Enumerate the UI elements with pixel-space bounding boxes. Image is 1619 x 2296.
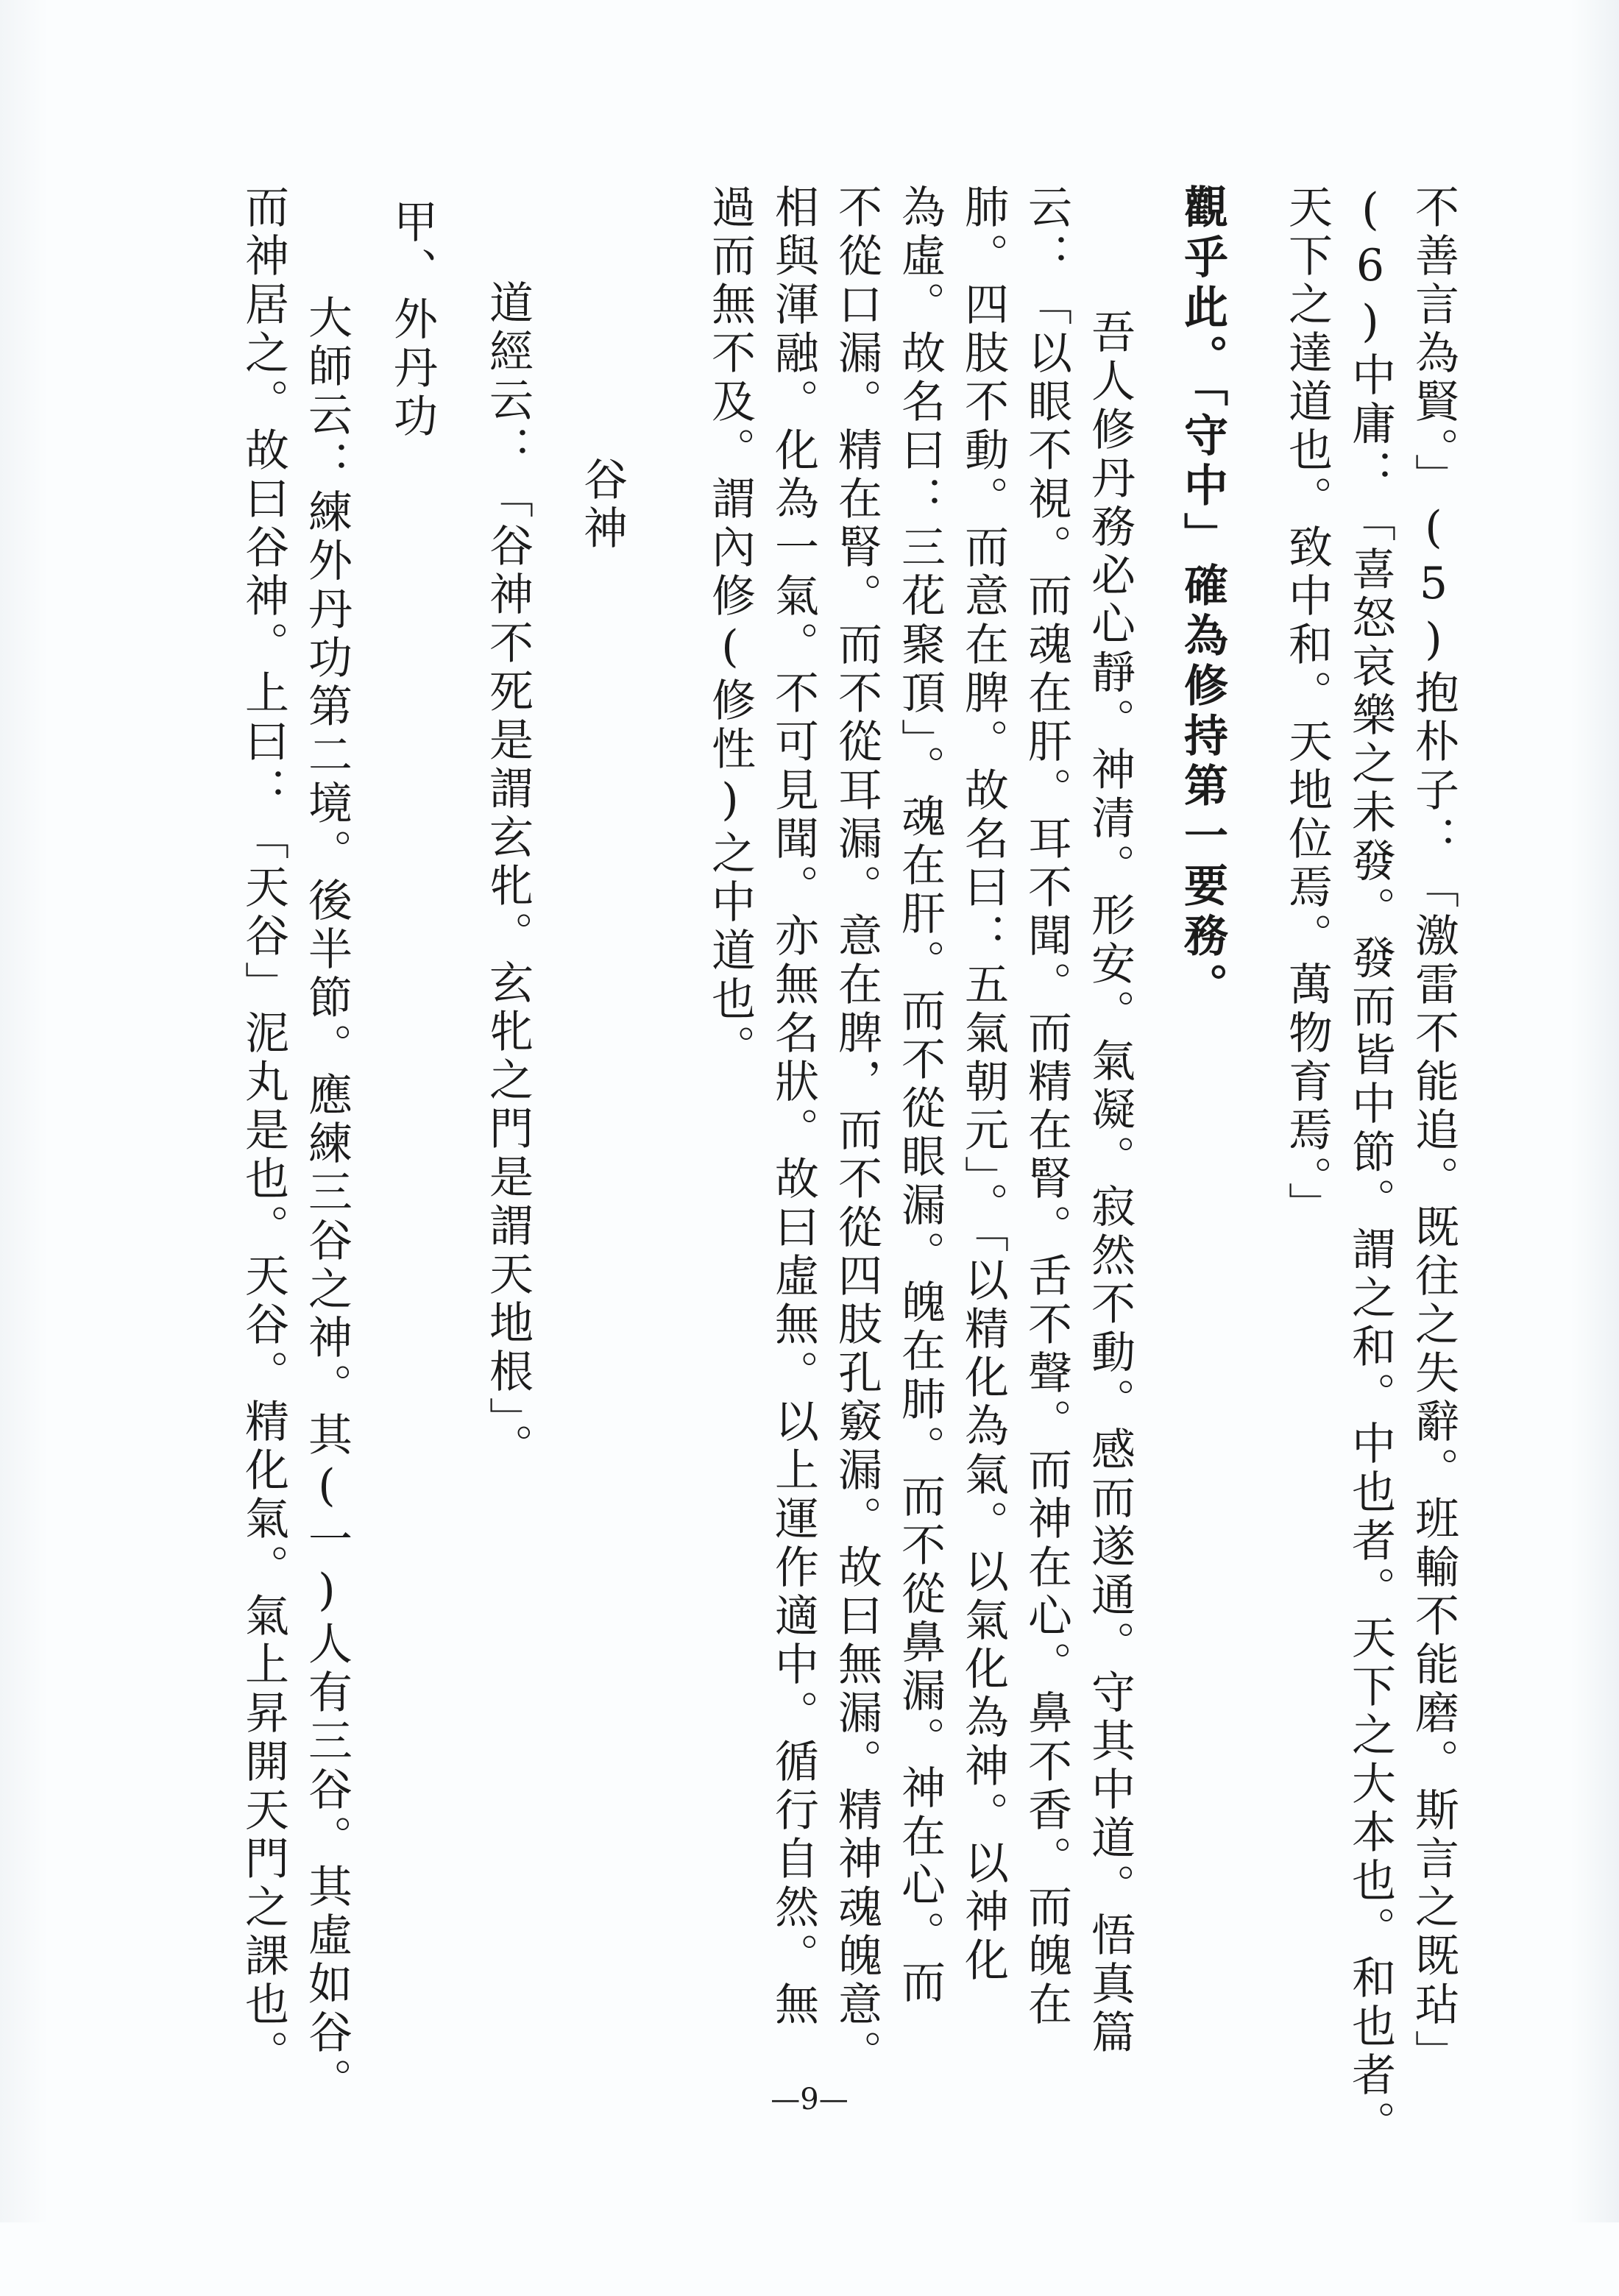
text-column-10: 相與渾融。化為一氣。不可見聞。亦無名狀。故曰虛無。以上運作適中。循行自然。無 — [768, 184, 819, 2030]
text-column-5: 吾人修丹務必心靜。神清。形安。氣凝。寂然不動。感而遂通。守其中道。悟真篇 — [1084, 309, 1136, 2058]
text-column-11: 過而無不及。謂內修(修性)之中道也。 — [704, 184, 756, 1073]
text-column-dashi: 大師云：練外丹功第二境。後半節。應練三谷之神。其(一)人有三谷。其虛如谷。 — [301, 294, 353, 2106]
heading-gushen: 谷神 — [576, 456, 628, 553]
text-column-3: 天下之達道也。致中和。天地位焉。萬物育焉。」 — [1281, 184, 1333, 1230]
heading-waidangong: 甲、外丹功 — [386, 199, 438, 442]
section-heading-shouzhong: 觀乎此。「守中」確為修持第一要務。 — [1177, 184, 1228, 1013]
text-column-last: 而神居之。故曰谷神。上曰：「天谷」泥丸是也。天谷。精化氣。氣上昇開天門之課也。 — [238, 184, 289, 2078]
text-column-7: 肺。四肢不動。而意在脾。故名曰：五氣朝元」。「以精化為氣。以氣化為神。以神化 — [957, 184, 1009, 1985]
text-column-daojing: 道經云：「谷神不死是謂玄牝。玄牝之門是謂天地根」。 — [482, 280, 534, 1472]
text-column-2: (6)中庸：「喜怒哀樂之未發。發而皆中節。謂之和。中也者。天下之大本也。和也者。 — [1345, 184, 1396, 2149]
page-number: —9— — [770, 2083, 849, 2116]
text-column-9: 不從口漏。精在腎。而不從耳漏。意在脾，而不從四肢孔竅漏。故曰無漏。精神魂魄意。 — [831, 184, 882, 2078]
text-column-1: 不善言為賢。」(5)抱朴子：「激雷不能追。既往之失辭。班輸不能磨。斯言之既玷」 — [1408, 184, 1459, 2078]
text-column-6: 云：「以眼不視。而魂在肝。耳不聞。而精在腎。舌不聲。而神在心。鼻不香。而魄在 — [1021, 184, 1072, 2030]
text-column-8: 為虛。故名曰：三花聚頂」。魂在肝。而不從眼漏。魄在肺。而不從鼻漏。神在心。而 — [894, 184, 946, 2008]
